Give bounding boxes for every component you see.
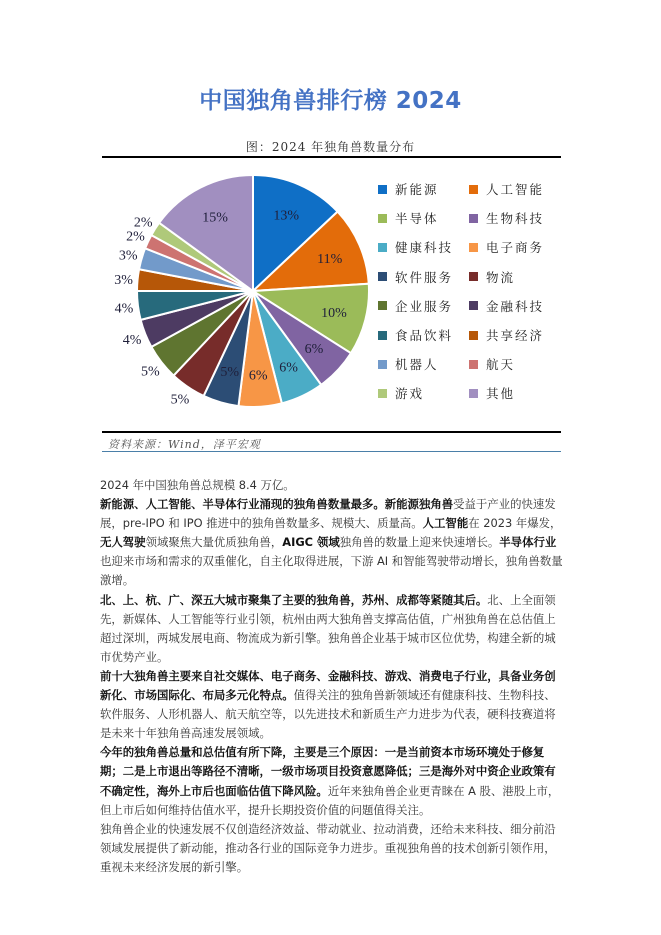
pie-data-label: 3% bbox=[114, 272, 133, 288]
text-run: 在 2023 年爆发， bbox=[468, 516, 562, 531]
legend-swatch bbox=[469, 214, 478, 223]
paragraph bbox=[100, 495, 564, 590]
legend-item bbox=[378, 209, 439, 227]
document-title: 中国独角兽排行榜 2024 bbox=[199, 88, 462, 114]
text-run: 领域聚焦大量优质独角兽， bbox=[145, 535, 283, 550]
paragraph bbox=[100, 743, 564, 819]
emphasis-text: 今年的独角兽总量和总估值有所下降，主要是三个原因：一是当前资本市场环境处于修复期；二是上市退出等路径不清晰，一级市场项目投资意愿降低；三是海外对中资企业政策有不确定性，海外上市后也面临估值下降风险。 bbox=[100, 745, 556, 798]
legend-swatch bbox=[378, 360, 387, 369]
legend-item bbox=[469, 180, 544, 198]
legend-swatch bbox=[378, 389, 387, 398]
legend-label: 新能源 bbox=[395, 182, 439, 197]
figure-caption: 图：2024 年独角兽数量分布 bbox=[245, 140, 416, 154]
legend-label: 机器人 bbox=[395, 357, 439, 373]
legend-item bbox=[378, 355, 439, 373]
legend-swatch bbox=[378, 331, 387, 340]
pie-data-label: 4% bbox=[122, 332, 142, 348]
pie-data-label: 13% bbox=[273, 208, 300, 224]
legend-swatch bbox=[469, 301, 478, 310]
emphasis-text: 无人驾驶 bbox=[100, 535, 146, 550]
legend-label: 物流 bbox=[486, 269, 516, 285]
pie-data-label: 5% bbox=[220, 365, 240, 381]
legend-item bbox=[378, 238, 453, 256]
legend-item bbox=[469, 268, 515, 286]
text-run: 受益于产业的快速发展，pre-IPO 和 IPO 推进中的独角兽数量多、规模大、质量高。 bbox=[100, 497, 556, 531]
pie-data-label: 3% bbox=[118, 248, 138, 264]
pie-data-label: 15% bbox=[202, 210, 228, 226]
pie-data-label: 6% bbox=[248, 368, 268, 384]
figure-source: 资料来源：Wind，泽平宏观 bbox=[108, 438, 261, 451]
text-run: 独角兽的数量上迎来快速增长。 bbox=[339, 535, 500, 550]
legend-swatch bbox=[469, 272, 478, 281]
figure-bottom-rule bbox=[102, 431, 561, 433]
legend-label: 共享经济 bbox=[486, 328, 545, 343]
pie-data-label: 10% bbox=[321, 305, 347, 321]
pie-data-label: 2% bbox=[126, 229, 145, 245]
pie-data-label: 2% bbox=[133, 215, 153, 231]
legend-label: 电子商务 bbox=[486, 240, 545, 256]
text-run: 北、上全面领先，新媒体、人工智能等行业引领，杭州由两大独角兽支撑高估值，广州独角兽在总估值上超过深圳，两城发展电商、物流成为新引擎。独角兽企业基于城市区位优势，构建全新的城市优势产业。 bbox=[100, 592, 556, 664]
legend-label: 其他 bbox=[486, 386, 516, 402]
text-run: 近年来独角兽企业更青睐在 A 股、港股上市，但上市后如何维持估值水平，提升长期投资价值的问题值得关注。 bbox=[100, 783, 560, 817]
legend-item bbox=[469, 326, 544, 344]
emphasis-text: AIGC 领域 bbox=[282, 535, 340, 550]
paragraph bbox=[100, 591, 564, 667]
legend-swatch bbox=[469, 243, 478, 252]
legend-label: 食品饮料 bbox=[395, 328, 454, 343]
emphasis-text: 人工智能 bbox=[422, 516, 469, 531]
body-text bbox=[100, 476, 564, 877]
legend-item bbox=[469, 209, 544, 227]
legend-swatch bbox=[378, 214, 387, 223]
text-run: 独角兽企业的快速发展不仅创造经济效益、带动就业、拉动消费，还给未来科技、细分前沿领域发展提供了新动能，推动各行业的国际竞争力进步。重视独角兽的技术创新引领作用，重视未来经济发展的新引擎。 bbox=[100, 821, 556, 874]
legend-swatch bbox=[378, 243, 387, 252]
emphasis-text: 半导体行业 bbox=[499, 535, 557, 550]
figure-top-rule bbox=[102, 156, 561, 158]
pie-data-label: 4% bbox=[114, 301, 134, 317]
pie-data-label: 5% bbox=[140, 364, 160, 380]
text-run: 值得关注的独角兽新领域还有健康科技、生物科技、软件服务、人形机器人、航天航空等，以先进技术和新质生产力进步为代表，硬科技赛道将是未来十年独角兽高速发展领域。 bbox=[100, 688, 556, 741]
legend-label: 半导体 bbox=[395, 211, 439, 227]
legend-item bbox=[469, 297, 544, 315]
legend-swatch bbox=[469, 389, 478, 398]
paragraph bbox=[100, 820, 564, 877]
emphasis-text: 前十大独角兽主要来自社交媒体、电子商务、金融科技、游戏、消费电子行业，具备业务创新化、市场国际化、布局多元化特点。 bbox=[100, 668, 556, 703]
legend-label: 航天 bbox=[486, 357, 516, 373]
legend-swatch bbox=[378, 272, 387, 281]
legend-swatch bbox=[469, 185, 478, 194]
emphasis-text: 北、上、杭、广、深五大城市聚集了主要的独角兽，苏州、成都等紧随其后。 bbox=[100, 592, 488, 607]
legend-label: 软件服务 bbox=[395, 269, 454, 285]
pie-data-label: 5% bbox=[170, 392, 190, 408]
legend-item bbox=[378, 180, 439, 198]
legend-item bbox=[378, 297, 453, 315]
legend-swatch bbox=[378, 185, 387, 194]
text-run: 也迎来市场和需求的双重催化，自主化取得进展，下游 AI 和智能驾驶带动增长，独角兽数量激增。 bbox=[100, 554, 563, 588]
paragraph bbox=[100, 476, 564, 495]
source-rule bbox=[102, 451, 561, 452]
pie-data-label: 6% bbox=[304, 342, 324, 358]
legend-label: 人工智能 bbox=[486, 182, 545, 197]
legend-label: 游戏 bbox=[395, 386, 425, 402]
legend-item bbox=[469, 355, 515, 373]
paragraph bbox=[100, 667, 564, 743]
legend-label: 健康科技 bbox=[395, 240, 454, 256]
text-run: 2024 年中国独角兽总规模 8.4 万亿。 bbox=[100, 478, 295, 492]
emphasis-text: 新能源、人工智能、半导体行业涌现的独角兽数量最多。新能源独角兽 bbox=[100, 497, 454, 512]
legend-item bbox=[469, 384, 515, 402]
legend-swatch bbox=[378, 301, 387, 310]
legend-label: 企业服务 bbox=[395, 298, 454, 314]
legend-item bbox=[378, 268, 453, 286]
legend-item bbox=[469, 238, 544, 256]
pie-data-label: 11% bbox=[317, 251, 343, 267]
legend-swatch bbox=[469, 331, 478, 340]
legend-label: 生物科技 bbox=[486, 211, 545, 227]
pie-data-label: 6% bbox=[279, 360, 298, 376]
legend-item bbox=[378, 384, 424, 402]
legend-item bbox=[378, 326, 453, 344]
legend-swatch bbox=[469, 360, 478, 369]
legend-label: 金融科技 bbox=[486, 298, 545, 314]
